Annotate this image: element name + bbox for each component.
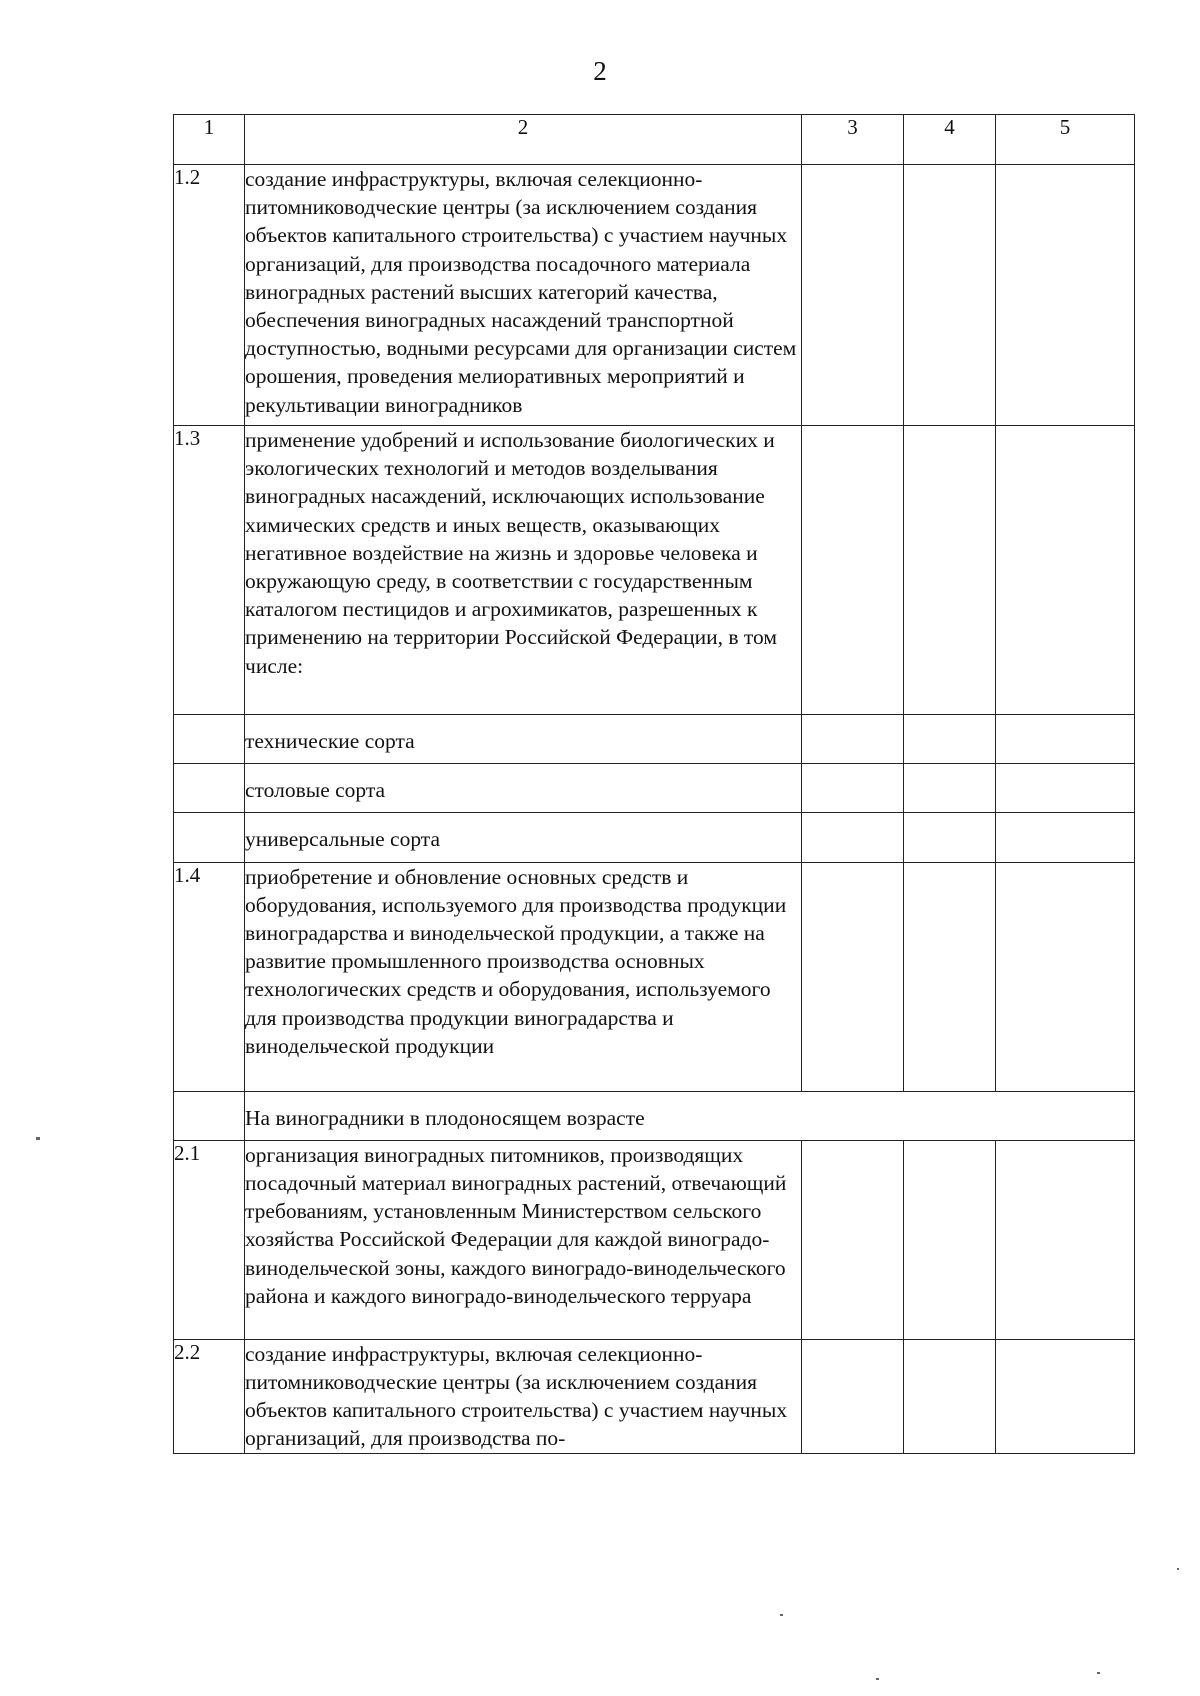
row-description: организация виноградных питомников, производящих посадочный материал виноградных растений, отвечающий требованиям, установленным Министерством сельского хозяйства Российской Федерации для каждой виноградо-винодельческой зоны, каждого виноградо-винодельческого района и каждого виноградо-винодельческого терруара — [245, 1140, 802, 1339]
row-number: 1.2 — [174, 165, 245, 426]
row-number — [174, 813, 245, 862]
page-number: 2 — [593, 56, 607, 86]
table-row — [174, 813, 1135, 862]
empty-cell — [904, 862, 996, 1091]
column-header: 3 — [802, 115, 904, 165]
empty-cell — [802, 426, 904, 715]
column-header: 2 — [245, 115, 802, 165]
empty-cell — [802, 165, 904, 426]
empty-cell — [996, 715, 1135, 764]
empty-cell — [996, 426, 1135, 715]
empty-cell — [802, 715, 904, 764]
row-description: универсальные сорта — [245, 813, 802, 862]
empty-cell — [802, 764, 904, 813]
empty-cell — [802, 862, 904, 1091]
table-row — [174, 426, 1135, 715]
scan-speck — [1177, 1568, 1179, 1570]
row-number: 2.1 — [174, 1140, 245, 1339]
scan-speck — [780, 1614, 783, 1616]
row-description: столовые сорта — [245, 764, 802, 813]
empty-cell — [904, 1339, 996, 1453]
row-description: применение удобрений и использование биологических и экологических технологий и методов возделывания виноградных насаждений, исключающих использование химических средств и иных веществ, оказывающих негативное воздействие на жизнь и здоровье человека и окружающую среду, в соответствии с государственным каталогом пестицидов и агрохимикатов, разрешенных к применению на территории Российской Федерации, в том числе: — [245, 426, 802, 715]
row-description: создание инфраструктуры, включая селекционно-питомниководческие центры (за исключением создания объектов капитального строительства) с участием научных организаций, для производства по- — [245, 1339, 802, 1453]
row-number: 2.2 — [174, 1339, 245, 1453]
requirements-table — [173, 114, 1135, 1454]
row-number — [174, 715, 245, 764]
scan-speck — [876, 1678, 879, 1680]
empty-cell — [904, 715, 996, 764]
empty-cell — [802, 813, 904, 862]
section-row — [174, 1091, 1135, 1140]
column-header: 1 — [174, 115, 245, 165]
column-header: 5 — [996, 115, 1135, 165]
table-header-row — [174, 115, 1135, 165]
empty-cell — [802, 1140, 904, 1339]
empty-cell — [904, 813, 996, 862]
row-number — [174, 764, 245, 813]
empty-cell — [996, 813, 1135, 862]
empty-cell — [996, 1140, 1135, 1339]
row-description: приобретение и обновление основных средств и оборудования, используемого для производства продукции виноградарства и винодельческой продукции, а также на развитие промышленного производства основных технологических средств и оборудования, используемого для производства продукции виноградарства и винодельческой продукции — [245, 862, 802, 1091]
empty-cell — [904, 165, 996, 426]
empty-cell — [996, 1339, 1135, 1453]
empty-cell — [904, 1140, 996, 1339]
scan-speck — [36, 1137, 40, 1140]
empty-cell — [904, 426, 996, 715]
empty-cell — [996, 764, 1135, 813]
section-title: На виноградники в плодоносящем возрасте — [245, 1091, 1135, 1140]
scan-speck — [1097, 1672, 1100, 1674]
row-number: 1.3 — [174, 426, 245, 715]
empty-cell — [802, 1339, 904, 1453]
row-description: технические сорта — [245, 715, 802, 764]
table-row — [174, 764, 1135, 813]
table-row — [174, 862, 1135, 1091]
column-header: 4 — [904, 115, 996, 165]
row-number — [174, 1091, 245, 1140]
row-number: 1.4 — [174, 862, 245, 1091]
table-row — [174, 1339, 1135, 1453]
empty-cell — [996, 862, 1135, 1091]
table-row — [174, 1140, 1135, 1339]
table-row — [174, 715, 1135, 764]
table-row — [174, 165, 1135, 426]
empty-cell — [904, 764, 996, 813]
empty-cell — [996, 165, 1135, 426]
row-description: создание инфраструктуры, включая селекционно-питомниководческие центры (за исключением создания объектов капитального строительства) с участием научных организаций, для производства посадочного материала виноградных растений высших категорий качества, обеспечения виноградных насаждений транспортной доступностью, водными ресурсами для организации систем орошения, проведения мелиоративных мероприятий и рекультивации виноградников — [245, 165, 802, 426]
